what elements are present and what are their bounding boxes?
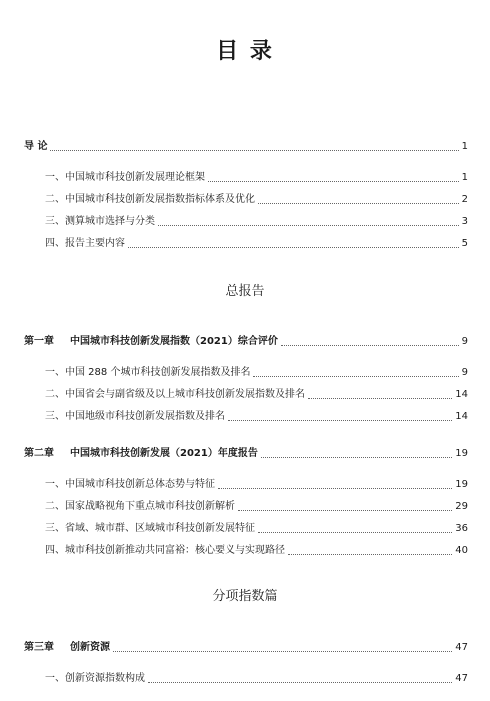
- toc-page-number: 9: [461, 367, 468, 378]
- leader-dots: [281, 344, 459, 346]
- toc-page-number: 2: [461, 194, 468, 205]
- toc-page-number: 47: [455, 673, 468, 684]
- toc-item-label: 一、创新资源指数构成: [45, 673, 145, 684]
- toc-item[interactable]: [45, 543, 468, 559]
- leader-dots: [238, 509, 452, 511]
- chapter-number: 第三章: [24, 642, 54, 653]
- leader-dots: [113, 650, 452, 652]
- toc-item-label: 二、中国城市科技创新发展指数指标体系及优化: [45, 194, 255, 205]
- toc-page-number: 1: [461, 172, 468, 183]
- toc-page-number: 19: [455, 448, 468, 459]
- toc-item-label: 一、中国 288 个城市科技创新发展指数及排名: [45, 367, 251, 378]
- toc-page-number: 47: [455, 642, 468, 653]
- toc-item[interactable]: [45, 521, 468, 537]
- toc-item[interactable]: [45, 477, 468, 493]
- toc-page-number: 1: [461, 141, 468, 152]
- toc-item[interactable]: [45, 365, 468, 381]
- toc-chapter-label: [24, 334, 278, 350]
- toc-page-number: 40: [455, 545, 468, 556]
- toc-item-label: 四、报告主要内容: [45, 238, 125, 249]
- toc-item[interactable]: [45, 671, 468, 687]
- toc-item[interactable]: [45, 214, 468, 230]
- toc-item[interactable]: [45, 192, 468, 208]
- section-heading-general: 总报告: [225, 284, 265, 299]
- leader-dots: [218, 487, 452, 489]
- toc-item-label: 一、中国城市科技创新发展理论框架: [45, 172, 205, 183]
- toc-page-number: 29: [455, 501, 468, 512]
- toc-page-number: 14: [455, 389, 468, 400]
- leader-dots: [128, 246, 459, 248]
- leader-dots: [308, 397, 452, 399]
- toc-item-label: 一、中国城市科技创新总体态势与特征: [45, 479, 215, 490]
- toc-item[interactable]: [45, 409, 468, 425]
- chapter-number: 第二章: [24, 448, 54, 459]
- toc-page-number: 3: [461, 216, 468, 227]
- toc-page-number: 5: [461, 238, 468, 249]
- toc-page-number: 36: [455, 523, 468, 534]
- toc-page-number: 19: [455, 479, 468, 490]
- page-title: 目 录: [216, 38, 274, 64]
- leader-dots: [50, 149, 458, 151]
- toc-item[interactable]: [45, 387, 468, 403]
- toc-item-label: 二、中国省会与副省级及以上城市科技创新发展指数及排名: [45, 389, 305, 400]
- toc-intro-label: 导 论: [24, 141, 48, 152]
- chapter-number: 第一章: [24, 336, 54, 347]
- leader-dots: [148, 681, 452, 683]
- chapter-title: 创新资源: [70, 642, 110, 653]
- chapter-title: 中国城市科技创新发展指数（2021）综合评价: [70, 336, 278, 347]
- toc-chapter-label: [24, 640, 110, 656]
- toc-chapter[interactable]: [24, 446, 468, 462]
- leader-dots: [261, 456, 452, 458]
- toc-item-label: 二、国家战略视角下重点城市科技创新解析: [45, 501, 235, 512]
- toc-item-label: 三、测算城市选择与分类: [45, 216, 155, 227]
- toc-page-number: 14: [455, 411, 468, 422]
- toc-item[interactable]: [45, 236, 468, 252]
- leader-dots: [288, 553, 452, 555]
- toc-page-number: 9: [461, 336, 468, 347]
- leader-dots: [258, 531, 452, 533]
- toc-item-label: 三、省域、城市群、区域城市科技创新发展特征: [45, 523, 255, 534]
- leader-dots: [228, 419, 452, 421]
- leader-dots: [253, 375, 458, 377]
- toc-chapter[interactable]: [24, 334, 468, 350]
- toc-intro[interactable]: [24, 139, 468, 155]
- chapter-title: 中国城市科技创新发展（2021）年度报告: [70, 448, 258, 459]
- toc-item-label: 四、城市科技创新推动共同富裕：核心要义与实现路径: [45, 545, 285, 556]
- toc-item[interactable]: [45, 170, 468, 186]
- leader-dots: [258, 202, 459, 204]
- leader-dots: [208, 180, 459, 182]
- leader-dots: [158, 224, 459, 226]
- toc-chapter[interactable]: [24, 640, 468, 656]
- toc-item[interactable]: [45, 499, 468, 515]
- toc-chapter-label: [24, 446, 258, 462]
- toc-item-label: 三、中国地级市科技创新发展指数及排名: [45, 411, 225, 422]
- section-heading-sub: 分项指数篇: [212, 589, 278, 604]
